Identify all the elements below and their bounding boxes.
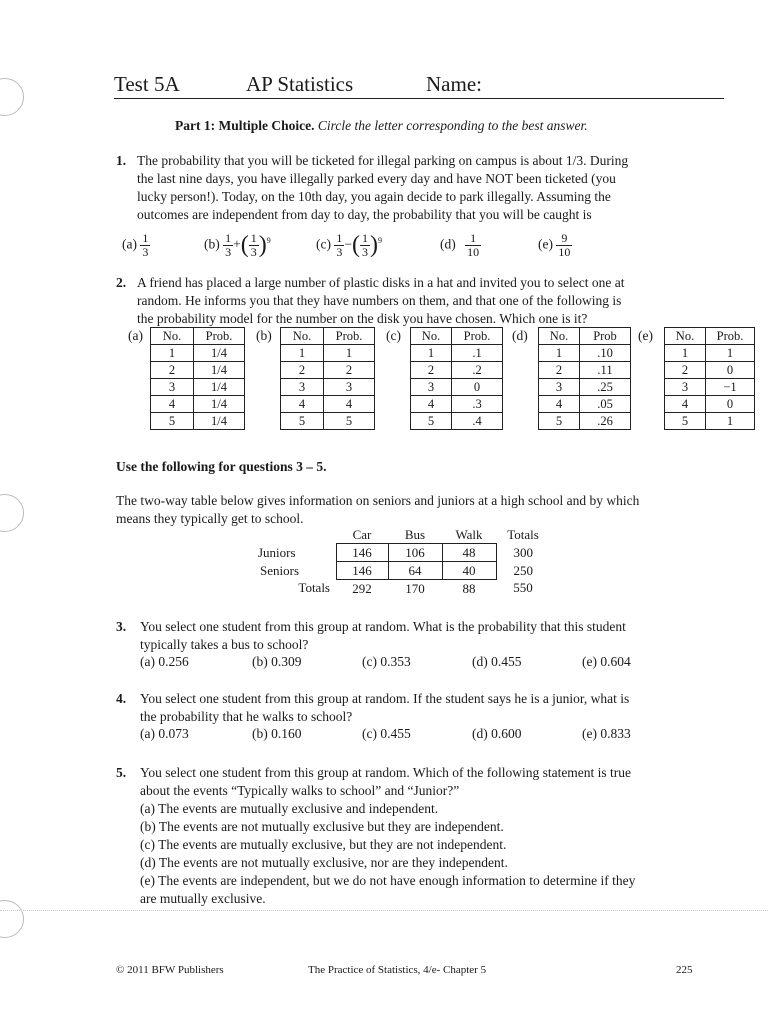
q1-line: the last nine days, you have illegally parked every day and have NOT been ticketed (you bbox=[137, 171, 616, 186]
operator: − bbox=[344, 236, 352, 252]
intro-line: The two-way table below gives information on seniors and juniors at a high school and by which bbox=[116, 493, 640, 508]
table-cell: 1/4 bbox=[194, 413, 245, 430]
table-cell: 550 bbox=[513, 580, 533, 596]
q1-option-c[interactable]: (c) $\frac{1}{3}$ −( $\frac{1}{3}$ )$^9$ bbox=[316, 231, 382, 259]
q2-table-c bbox=[410, 327, 503, 430]
q2-line: the probability model for the number on the disk you have chosen. Which one is it? bbox=[137, 311, 588, 326]
table-cell: 300 bbox=[513, 544, 533, 560]
q2-line: random. He informs you that they have numbers on them, and that one of the following is bbox=[137, 293, 622, 308]
q3-option-a[interactable]: (a) 0.256 bbox=[140, 654, 189, 669]
table-cell: 1 bbox=[539, 345, 580, 362]
q2-option-c-label[interactable]: (c) bbox=[386, 328, 401, 343]
table-cell: 1 bbox=[665, 345, 706, 362]
table-header: Prob. bbox=[452, 328, 503, 345]
q3-number: 3. bbox=[116, 619, 127, 634]
table-cell: 0 bbox=[452, 379, 503, 396]
table-cell: .25 bbox=[580, 379, 631, 396]
table-header: Prob. bbox=[324, 328, 375, 345]
table-cell: 1 bbox=[706, 413, 755, 430]
q2-table-a bbox=[150, 327, 245, 430]
q4-line: the probability that he walks to school? bbox=[140, 709, 353, 724]
q5-line: You select one student from this group at random. Which of the following statement is true bbox=[140, 765, 632, 780]
table-cell: 5 bbox=[411, 413, 452, 430]
table-cell: .1 bbox=[452, 345, 503, 362]
table-cell: 4 bbox=[281, 396, 324, 413]
table-cell: 1/4 bbox=[194, 345, 245, 362]
table-cell: 146 bbox=[336, 544, 388, 562]
table-cell: 88 bbox=[462, 580, 476, 596]
table-cell: 5 bbox=[539, 413, 580, 430]
binder-hole-middle bbox=[0, 494, 24, 532]
footer-book: The Practice of Statistics, 4/e- Chapter 5 bbox=[308, 964, 487, 976]
q4-number: 4. bbox=[116, 691, 127, 706]
binder-hole-bottom bbox=[0, 900, 24, 938]
table-cell: 3 bbox=[539, 379, 580, 396]
q5-option-e-cont: are mutually exclusive. bbox=[140, 891, 266, 906]
table-cell: 48 bbox=[442, 544, 496, 562]
exponent: 9 bbox=[266, 236, 271, 246]
q4-line: You select one student from this group at random. If the student says he is a junior, what is bbox=[140, 691, 630, 706]
table-cell: .05 bbox=[580, 396, 631, 413]
q5-option-d[interactable]: (d) The events are not mutually exclusive, nor are they independent. bbox=[140, 855, 508, 870]
q2-option-b-label[interactable]: (b) bbox=[256, 328, 272, 343]
q4-option-c[interactable]: (c) 0.455 bbox=[362, 726, 411, 741]
table-cell: 4 bbox=[324, 396, 375, 413]
table-cell: 2 bbox=[151, 362, 194, 379]
q1-option-d[interactable] bbox=[440, 232, 481, 259]
table-header: Prob. bbox=[706, 328, 755, 345]
table-cell: 2 bbox=[281, 362, 324, 379]
two-way-table bbox=[250, 526, 550, 597]
table-cell: 1/4 bbox=[194, 396, 245, 413]
row-label: Juniors bbox=[258, 544, 296, 560]
table-cell: −1 bbox=[706, 379, 755, 396]
table-cell: 5 bbox=[281, 413, 324, 430]
table-cell: 106 bbox=[388, 544, 442, 562]
table-cell: 2 bbox=[411, 362, 452, 379]
table-header: No. bbox=[539, 328, 580, 345]
table-cell: 3 bbox=[281, 379, 324, 396]
q1-line: The probability that you will be ticketed for illegal parking on campus is about 1/3. During bbox=[137, 153, 629, 168]
q1-line: lucky person!). Today, on the 10th day, you again decide to park illegally. Assuming the bbox=[137, 189, 611, 204]
fraction: $\frac{1}{3}$ bbox=[142, 231, 149, 259]
part1-title: Part 1: Multiple Choice. bbox=[175, 118, 315, 133]
q4-option-a[interactable]: (a) 0.073 bbox=[140, 726, 189, 741]
option-label: (d) bbox=[440, 236, 456, 252]
table-cell: 250 bbox=[513, 562, 533, 578]
q1-number: 1. bbox=[116, 153, 127, 168]
q2-option-a-label[interactable]: (a) bbox=[128, 328, 143, 343]
fraction: $\frac{1}{3}$ bbox=[361, 231, 368, 259]
option-label: (a) bbox=[122, 236, 137, 252]
table-header: No. bbox=[665, 328, 706, 345]
q2-option-d-label[interactable]: (d) bbox=[512, 328, 528, 343]
footer-copyright: © 2011 BFW Publishers bbox=[116, 964, 224, 976]
q2-table-b bbox=[280, 327, 375, 430]
q4-option-e[interactable]: (e) 0.833 bbox=[582, 726, 631, 741]
q3-option-d[interactable]: (d) 0.455 bbox=[472, 654, 522, 669]
table-cell: 0 bbox=[706, 362, 755, 379]
table-cell: .3 bbox=[452, 396, 503, 413]
q5-option-e[interactable]: (e) The events are independent, but we do not have enough information to determine if they bbox=[140, 873, 636, 888]
q3-line: typically takes a bus to school? bbox=[140, 637, 309, 652]
q3-option-e[interactable]: (e) 0.604 bbox=[582, 654, 631, 669]
table-cell: 1/4 bbox=[194, 379, 245, 396]
q2-number: 2. bbox=[116, 275, 127, 290]
section-heading: Use the following for questions 3 – 5. bbox=[116, 459, 327, 474]
q5-text bbox=[140, 764, 635, 908]
option-label: (c) bbox=[316, 236, 331, 252]
table-cell: 1 bbox=[281, 345, 324, 362]
table-cell: .4 bbox=[452, 413, 503, 430]
fraction: $\frac{9}{10}$ bbox=[558, 231, 571, 259]
table-header: Prob. bbox=[194, 328, 245, 345]
table-cell: 4 bbox=[411, 396, 452, 413]
q3-option-c[interactable]: (c) 0.353 bbox=[362, 654, 411, 669]
table-cell: 3 bbox=[411, 379, 452, 396]
q2-text bbox=[137, 274, 624, 328]
q4-option-d[interactable]: (d) 0.600 bbox=[472, 726, 522, 741]
q5-number: 5. bbox=[116, 765, 127, 780]
option-label: (b) bbox=[204, 236, 220, 252]
page-header bbox=[114, 72, 724, 99]
table-cell: 40 bbox=[442, 562, 496, 580]
scan-line bbox=[0, 910, 768, 911]
q2-option-e-label[interactable]: (e) bbox=[638, 328, 653, 343]
table-cell: 3 bbox=[324, 379, 375, 396]
q5-line: about the events “Typically walks to school” and “Junior?” bbox=[140, 783, 460, 798]
col-header: Car bbox=[352, 526, 372, 542]
table-cell: .2 bbox=[452, 362, 503, 379]
q1-line: outcomes are independent from day to day, the probability that you will be caught is bbox=[137, 207, 592, 222]
intro-text bbox=[116, 492, 639, 528]
q3-line: You select one student from this group at random. What is the probability that this student bbox=[140, 619, 626, 634]
table-cell: 1/4 bbox=[194, 362, 245, 379]
table-cell: 3 bbox=[151, 379, 194, 396]
table-header: Prob bbox=[580, 328, 631, 345]
col-header: Walk bbox=[455, 526, 483, 542]
table-cell: 292 bbox=[352, 580, 372, 596]
row-label: Seniors bbox=[260, 562, 299, 578]
row-label: Totals bbox=[298, 580, 330, 596]
binder-hole-top bbox=[0, 78, 24, 116]
table-cell: 1 bbox=[706, 345, 755, 362]
table-cell: 2 bbox=[539, 362, 580, 379]
q1-text bbox=[137, 152, 628, 224]
course-title: AP Statistics bbox=[246, 72, 354, 96]
operator: + bbox=[233, 236, 241, 252]
q5-option-c[interactable]: (c) The events are mutually exclusive, but they are not independent. bbox=[140, 837, 507, 852]
table-cell: 5 bbox=[665, 413, 706, 430]
table-cell: .26 bbox=[580, 413, 631, 430]
intro-line: means they typically get to school. bbox=[116, 511, 304, 526]
table-cell: 1 bbox=[411, 345, 452, 362]
table-cell: 2 bbox=[665, 362, 706, 379]
table-cell: 1 bbox=[324, 345, 375, 362]
q3-option-b[interactable]: (b) 0.309 bbox=[252, 654, 302, 669]
q5-option-a[interactable]: (a) The events are mutually exclusive and independent. bbox=[140, 801, 439, 816]
table-cell: 5 bbox=[324, 413, 375, 430]
option-label: (e) bbox=[538, 236, 553, 252]
table-cell: .10 bbox=[580, 345, 631, 362]
table-cell: 1 bbox=[151, 345, 194, 362]
q5-option-b[interactable]: (b) The events are not mutually exclusive but they are independent. bbox=[140, 819, 504, 834]
part1-instruction: Circle the letter corresponding to the best answer. bbox=[317, 118, 588, 133]
fraction: $\frac{1}{3}$ bbox=[225, 231, 232, 259]
table-cell: 5 bbox=[151, 413, 194, 430]
table-cell: 4 bbox=[665, 396, 706, 413]
q1-option-b[interactable]: (b) $\frac{1}{3}$ +( $\frac{1}{3}$ )$^9$ bbox=[204, 231, 271, 259]
q2-table-e bbox=[664, 327, 755, 430]
q2-table-d bbox=[538, 327, 631, 430]
table-header: No. bbox=[411, 328, 452, 345]
table-header: No. bbox=[151, 328, 194, 345]
q3-text bbox=[140, 618, 626, 654]
footer-page-number: 225 bbox=[676, 964, 693, 976]
table-cell: 0 bbox=[706, 396, 755, 413]
q2-line: A friend has placed a large number of plastic disks in a hat and invited you to select one at bbox=[137, 275, 625, 290]
q4-text bbox=[140, 690, 629, 726]
table-header: No. bbox=[281, 328, 324, 345]
q1-option-a[interactable] bbox=[122, 232, 150, 259]
test-title: Test 5A bbox=[114, 72, 180, 96]
fraction: $\frac{1}{10}$ bbox=[467, 231, 480, 259]
col-header: Totals bbox=[507, 526, 539, 542]
table-cell: 4 bbox=[539, 396, 580, 413]
table-cell: .11 bbox=[580, 362, 631, 379]
fraction: $\frac{1}{3}$ bbox=[250, 231, 257, 259]
table-cell: 3 bbox=[665, 379, 706, 396]
col-header: Bus bbox=[404, 526, 426, 542]
table-cell: 4 bbox=[151, 396, 194, 413]
table-cell: 64 bbox=[388, 562, 442, 580]
exponent: 9 bbox=[377, 236, 382, 246]
name-label: Name: bbox=[426, 72, 482, 96]
table-cell: 146 bbox=[336, 562, 388, 580]
table-cell: 170 bbox=[405, 580, 425, 596]
fraction: $\frac{1}{3}$ bbox=[336, 231, 343, 259]
table-cell: 2 bbox=[324, 362, 375, 379]
part1-heading bbox=[175, 118, 588, 134]
q4-option-b[interactable]: (b) 0.160 bbox=[252, 726, 302, 741]
q1-option-e[interactable] bbox=[538, 232, 572, 259]
